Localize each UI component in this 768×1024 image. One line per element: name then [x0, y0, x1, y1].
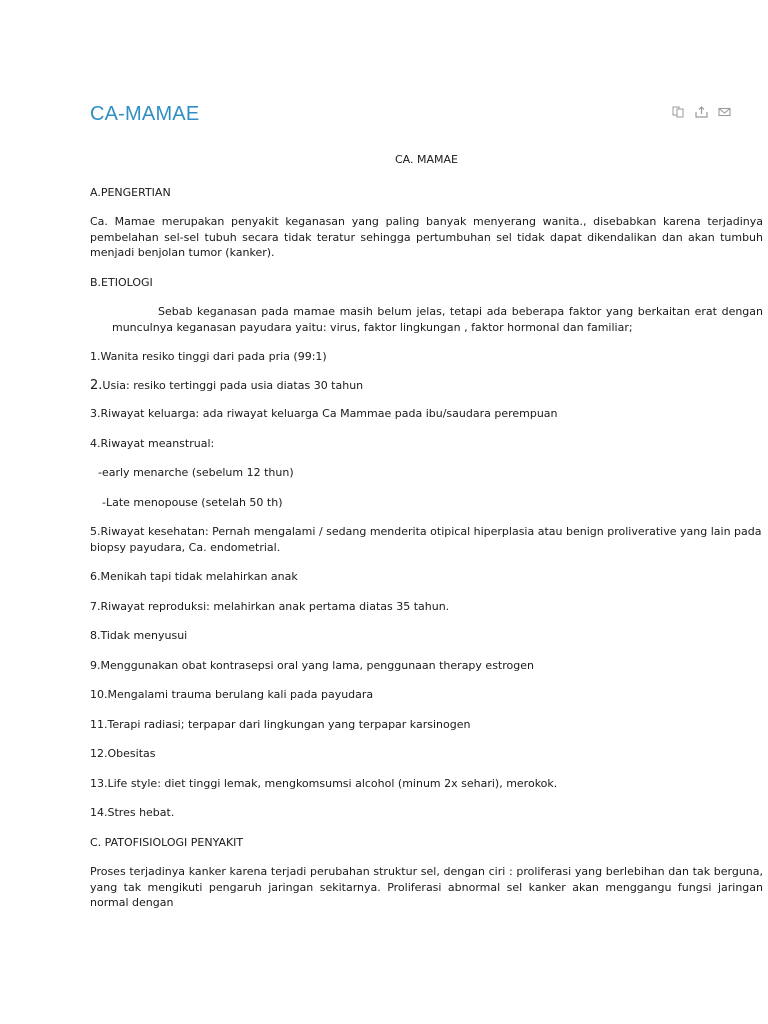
list-item: 1.Wanita resiko tinggi dari pada pria (99:1) — [90, 350, 327, 363]
list-item: 6.Menikah tapi tidak melahirkan anak — [90, 570, 298, 583]
doc-heading: CA. MAMAE — [395, 153, 458, 166]
post-title[interactable]: CA-MAMAE — [90, 103, 200, 125]
list-subitem: -early menarche (sebelum 12 thun) — [98, 466, 294, 479]
list-item: 14.Stres hebat. — [90, 806, 175, 819]
list-item: 3.Riwayat keluarga: ada riwayat keluarga Ca Mammae pada ibu/saudara perempuan — [90, 407, 558, 420]
section-c-paragraph: Proses terjadinya kanker karena terjadi perubahan struktur sel, dengan ciri : proliferasi yang berlebihan dan tak berguna, yang tak mengikuti pengaruh jaringan sekitarnya. Proliferasi abnormal sel kanker akan menggangu fungsi jaringan normal dengan — [90, 865, 763, 909]
list-item: 5.Riwayat kesehatan: Pernah mengalami / sedang menderita otipical hiperplasia atau benign proliverative yang lain pada biopsy payudara, Ca. endometrial. — [90, 525, 762, 554]
list-item: 8.Tidak menyusui — [90, 629, 188, 642]
section-b-paragraph-line1: Sebab keganasan pada mamae masih belum jelas, tetapi ada beberapa faktor yang berkaitan erat dengan — [158, 305, 763, 318]
section-a-paragraph: Ca. Mamae merupakan penyakit keganasan yang paling banyak menyerang wanita., disebabkan karena terjadinya pembelahan sel-sel tubuh secara tidak teratur sehingga pertumbuhan sel tidak dapat dikendalikan dan akan tumbuh menjadi benjolan tumor (kanker). — [90, 215, 763, 259]
blog-this-icon[interactable] — [672, 106, 686, 118]
list-item: 4.Riwayat meanstrual: — [90, 436, 215, 450]
list-item-number: 2. — [90, 377, 103, 393]
list-item-text: Usia: resiko tertinggi pada usia diatas 30 tahun — [102, 378, 364, 392]
section-b-heading: B.ETIOLOGI — [90, 275, 153, 289]
share-icon[interactable] — [695, 106, 709, 118]
list-item: 10.Mengalami trauma berulang kali pada payudara — [90, 688, 374, 701]
list-subitem: -Late menopouse (setelah 50 th) — [102, 495, 283, 509]
list-item: 12.Obesitas — [90, 747, 156, 760]
list-item: 9.Menggunakan obat kontrasepsi oral yang lama, penggunaan therapy estrogen — [90, 658, 534, 672]
list-item — [90, 378, 763, 394]
document-body — [90, 152, 763, 911]
section-c-heading: C. PATOFISIOLOGI PENYAKIT — [90, 835, 244, 849]
section-a-heading: A.PENGERTIAN — [90, 185, 171, 199]
section-b-paragraph-line2: munculnya keganasan payudara yaitu: virus, faktor lingkungan , faktor hormonal dan familiar; — [112, 320, 633, 334]
list-item: 13.Life style: diet tinggi lemak, mengkomsumsi alcohol (minum 2x sehari), merokok. — [90, 776, 558, 790]
list-item: 11.Terapi radiasi; terpapar dari lingkungan yang terpapar karsinogen — [90, 717, 471, 731]
email-icon[interactable] — [718, 106, 732, 118]
list-item: 7.Riwayat reproduksi: melahirkan anak pertama diatas 35 tahun. — [90, 599, 450, 613]
share-toolbar — [672, 106, 732, 118]
